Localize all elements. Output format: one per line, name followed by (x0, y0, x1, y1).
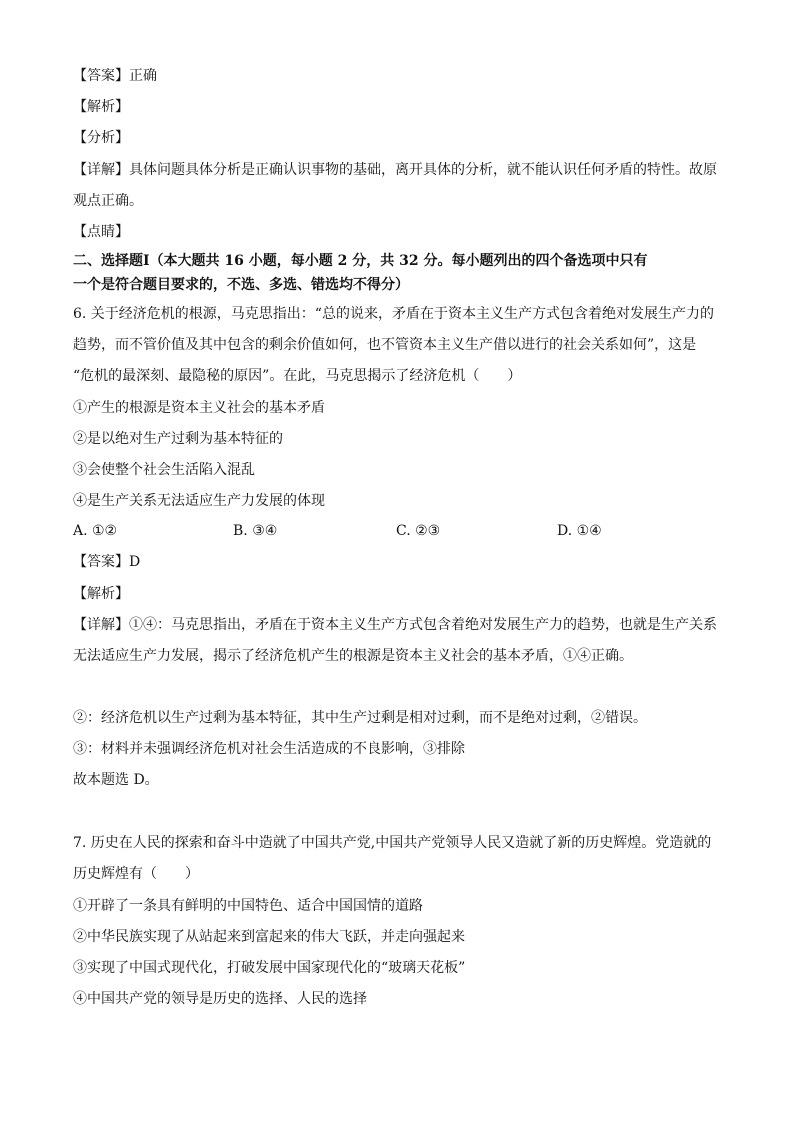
q6-option-c: C. ②③ (396, 523, 441, 539)
q6-detail-line: 【详解】①④：马克思指出，矛盾在于资本主义生产方式包含着绝对发展生产力的趋势，也就是生产关系 (73, 617, 717, 633)
q6-option-b: B. ③④ (233, 523, 278, 539)
q6-conclusion: 故本题选 D。 (73, 772, 159, 788)
q6-option-d: D. ①④ (557, 523, 602, 539)
q5-fenxi-label: 【分析】 (73, 130, 129, 146)
q7-item: ②中华民族实现了从站起来到富起来的伟大飞跃，并走向强起来 (73, 929, 465, 945)
q7-stem-line: 7. 历史在人民的探索和奋斗中造就了中国共产党,中国共产党领导人民又造就了新的历史辉煌。党造就的 (73, 835, 712, 851)
q6-stem-line: 6. 关于经济危机的根源，马克思指出：“总的说来，矛盾在于资本主义生产方式包含着绝对发展生产力的 (73, 306, 714, 322)
q5-dianjing-label: 【点睛】 (73, 224, 129, 240)
q6-stem-line: “危机的最深刻、最隐秘的原因”。在此，马克思揭示了经济危机（ ） (73, 368, 522, 384)
q6-item: ②是以绝对生产过剩为基本特征的 (73, 431, 283, 447)
q7-item: ④中国共产党的领导是历史的选择、人民的选择 (73, 991, 367, 1007)
q6-answer: 【答案】D (73, 554, 141, 570)
q6-detail-line: ②：经济危机以生产过剩为基本特征，其中生产过剩是相对过剩，而不是绝对过剩，②错误。 (73, 710, 647, 726)
q6-detail-line: 无法适应生产力发展，揭示了经济危机产生的根源是资本主义社会的基本矛盾，①④正确。 (73, 648, 633, 664)
q6-item: ④是生产关系无法适应生产力发展的体现 (73, 493, 325, 509)
q6-item: ①产生的根源是资本主义社会的基本矛盾 (73, 400, 325, 416)
section-heading: 二、选择题Ⅰ（本大题共 16 小题，每小题 2 分，共 32 分。每小题列出的四个备选项中只有 (73, 253, 648, 269)
q6-analysis-label: 【解析】 (73, 586, 129, 602)
q5-detail-line: 【详解】具体问题具体分析是正确认识事物的基础，离开具体的分析，就不能认识任何矛盾的特性。故原 (73, 162, 717, 178)
q6-option-a: A. ①② (73, 523, 118, 539)
q6-item: ③会使整个社会生活陷入混乱 (73, 462, 255, 478)
q5-analysis-label: 【解析】 (73, 99, 129, 115)
q5-detail-line: 观点正确。 (73, 193, 143, 209)
q7-item: ①开辟了一条具有鲜明的中国特色、适合中国国情的道路 (73, 898, 423, 914)
q7-stem-line: 历史辉煌有（ ） (73, 866, 199, 882)
q6-stem-line: 趋势，而不管价值及其中包含的剩余价值如何，也不管资本主义生产借以进行的社会关系如何”，这是 (73, 337, 697, 353)
q7-item: ③实现了中国式现代化，打破发展中国家现代化的“玻璃天花板” (73, 960, 466, 976)
section-heading: 一个是符合题目要求的，不选、多选、错选均不得分） (73, 277, 409, 293)
q5-answer: 【答案】正确 (73, 68, 157, 84)
q6-detail-line: ③：材料并未强调经济危机对社会生活造成的不良影响，③排除 (73, 741, 465, 757)
